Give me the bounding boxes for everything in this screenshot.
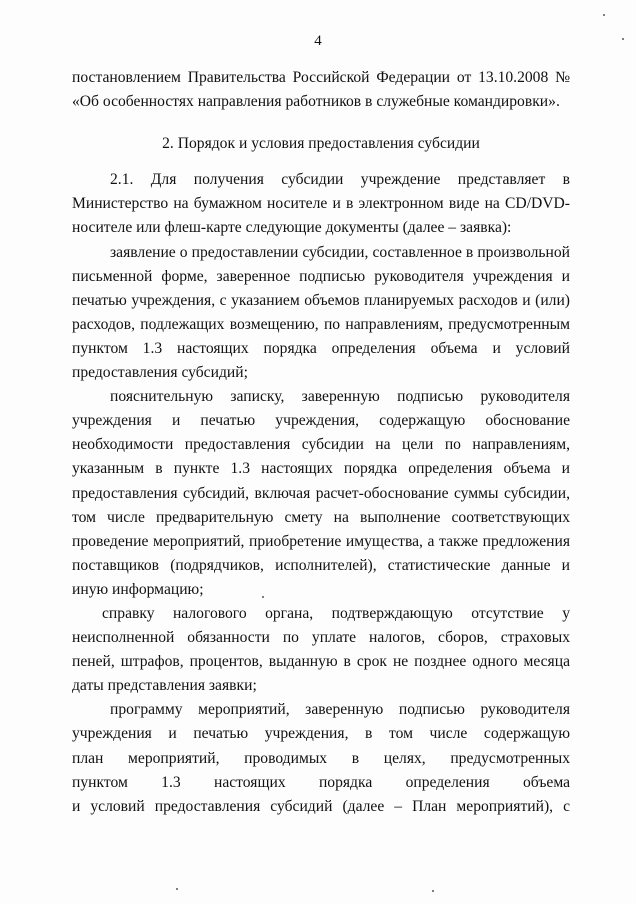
text-line: план мероприятий, проводимых в целях, предусмотренных (72, 749, 570, 767)
text-line: расходов, подлежащих возмещению, по направлениям, предусмотренным (72, 315, 570, 333)
paragraph-first-line: 2.1. Для получения субсидии учреждение представляет в (110, 171, 570, 189)
text-line: пунктом 1.3 настоящих порядка определения объема и условий (72, 339, 570, 357)
text-line: предоставления субсидий, включая расчет-обоснование суммы субсидии, (72, 484, 570, 502)
paragraph-first-line: заявление о предоставлении субсидии, составленное в произвольной (110, 243, 570, 261)
text-line: пеней, штрафов, процентов, выданную в срок не позднее одного месяца (72, 653, 570, 671)
text-line: указанным в пункте 1.3 настоящих порядка определения объема и (72, 460, 570, 478)
text-line: учреждения и печатью учреждения, в том числе содержащую (72, 725, 570, 743)
text-line: проведение мероприятий, приобретение имущества, а также предложения (72, 532, 570, 550)
section-heading: 2. Порядок и условия предоставления субсидии (162, 135, 480, 153)
text-line: предоставления субсидий; (72, 364, 248, 382)
text-line: необходимости предоставления субсидии на цели по направлениям, (72, 436, 570, 454)
scan-speck (622, 38, 624, 40)
text-line: Министерство на бумажном носителе и в электронном виде на CD/DVD- (72, 195, 570, 213)
scan-speck (262, 596, 264, 598)
paragraph-first-line: пояснительную записку, заверенную подписью руководителя (110, 388, 570, 406)
text-line: даты представления заявки; (72, 677, 257, 695)
text-line: постановлением Правительства Российской Федерации от 13.10.2008 № (72, 69, 570, 86)
text-line: письменной форме, заверенное подписью руководителя учреждения и (72, 267, 570, 285)
text-line: учреждения и печатью учреждения, содержащую обоснование (72, 412, 570, 430)
page-number: 4 (314, 33, 322, 49)
text-line: том числе предварительную смету на выполнение соответствующих (72, 508, 570, 526)
text-line: неисполненной обязанности по уплате налогов, сборов, страховых (72, 629, 570, 647)
scan-speck (176, 888, 178, 890)
paragraph-first-line: справку налогового органа, подтверждающую отсутствие у (102, 604, 570, 622)
text-line: пунктом 1.3 настоящих порядка определения объема (72, 773, 570, 791)
text-line: печатью учреждения, с указанием объемов планируемых расходов и (или) (72, 291, 570, 309)
text-line: иную информацию; (72, 580, 204, 598)
text-line: и условий предоставления субсидий (далее – План мероприятий), с (72, 797, 570, 815)
paragraph-first-line: программу мероприятий, заверенную подписью руководителя (110, 701, 570, 719)
text-line: «Об особенностях направления работников в служебные командировки». (72, 93, 560, 111)
document-body (72, 66, 570, 819)
scan-speck (603, 14, 605, 16)
scan-speck (432, 890, 434, 892)
text-line: поставщиков (подрядчиков, исполнителей), статистические данные и (72, 556, 570, 574)
text-line: носителе или флеш-карте следующие документы (далее – заявка): (72, 219, 512, 237)
